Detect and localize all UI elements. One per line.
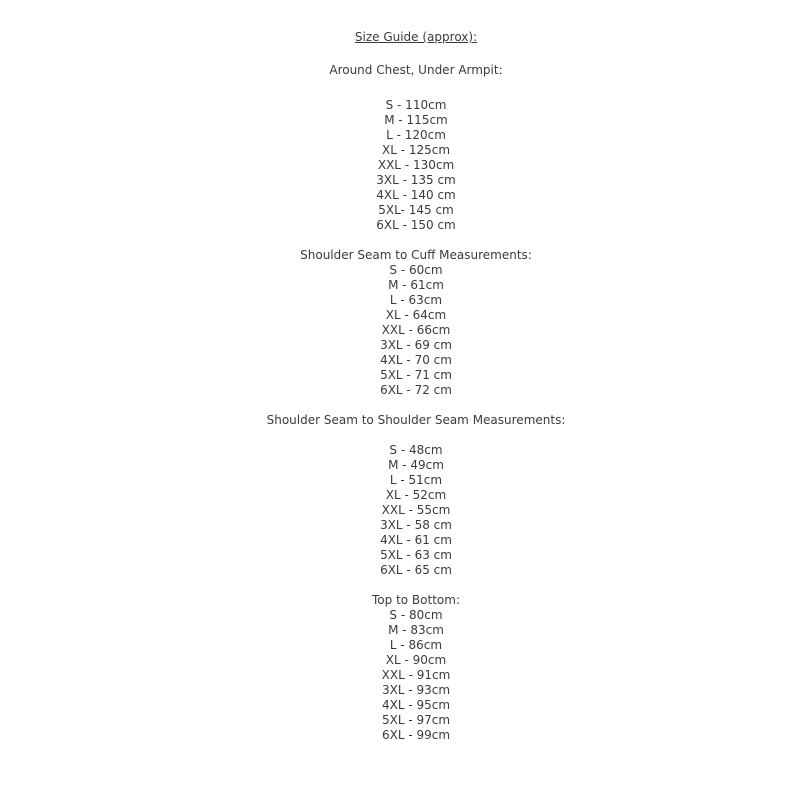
size-row: L - 63cm [389, 293, 443, 307]
size-row: L - 51cm [389, 473, 443, 487]
size-row: XXL - 130cm [377, 158, 455, 172]
size-row: 6XL - 150 cm [376, 218, 456, 232]
section-heading-top-to-bottom: Top to Bottom: [372, 593, 460, 607]
section-shoulder-to-cuff [32, 248, 800, 398]
size-row: M - 61cm [388, 278, 444, 292]
size-row: 4XL - 95cm [381, 698, 451, 712]
size-row: XL - 125cm [381, 143, 451, 157]
size-list-top-to-bottom [32, 608, 800, 743]
size-row: XL - 90cm [385, 653, 447, 667]
size-row: XXL - 55cm [381, 503, 451, 517]
size-row: 6XL - 65 cm [380, 563, 452, 577]
section-top-to-bottom [32, 593, 800, 743]
size-row: 3XL - 69 cm [380, 338, 452, 352]
size-row: 5XL - 97cm [381, 713, 451, 727]
size-row: M - 115cm [384, 113, 448, 127]
size-row: L - 86cm [389, 638, 443, 652]
size-row: 5XL - 63 cm [380, 548, 452, 562]
section-shoulder-to-shoulder [32, 413, 800, 578]
size-row: S - 110cm [385, 98, 447, 112]
size-row: 5XL- 145 cm [378, 203, 454, 217]
size-row: XL - 52cm [385, 488, 447, 502]
page-title: Size Guide (approx): [354, 30, 478, 44]
size-row: S - 80cm [389, 608, 443, 622]
size-row: M - 83cm [388, 623, 444, 637]
section-chest [32, 63, 800, 233]
size-row: 4XL - 70 cm [380, 353, 452, 367]
size-row: XXL - 91cm [381, 668, 451, 682]
size-row: L - 120cm [386, 128, 446, 142]
section-heading-shoulder-to-cuff: Shoulder Seam to Cuff Measurements: [300, 248, 532, 262]
size-row: 3XL - 135 cm [376, 173, 456, 187]
size-row: 4XL - 61 cm [380, 533, 452, 547]
size-row: 4XL - 140 cm [376, 188, 456, 202]
size-row: 6XL - 72 cm [380, 383, 452, 397]
size-row: S - 60cm [389, 263, 443, 277]
section-heading-chest: Around Chest, Under Armpit: [329, 63, 503, 77]
size-row: 3XL - 58 cm [380, 518, 452, 532]
size-row: XXL - 66cm [381, 323, 451, 337]
size-row: 6XL - 99cm [381, 728, 451, 742]
size-row: 3XL - 93cm [381, 683, 451, 697]
size-row: XL - 64cm [385, 308, 447, 322]
size-list-chest [32, 98, 800, 233]
size-list-shoulder-to-shoulder [32, 443, 800, 578]
size-row: M - 49cm [388, 458, 444, 472]
size-row: S - 48cm [389, 443, 443, 457]
size-row: 5XL - 71 cm [380, 368, 452, 382]
section-heading-shoulder-to-shoulder: Shoulder Seam to Shoulder Seam Measurements: [266, 413, 566, 427]
size-list-shoulder-to-cuff [32, 263, 800, 398]
